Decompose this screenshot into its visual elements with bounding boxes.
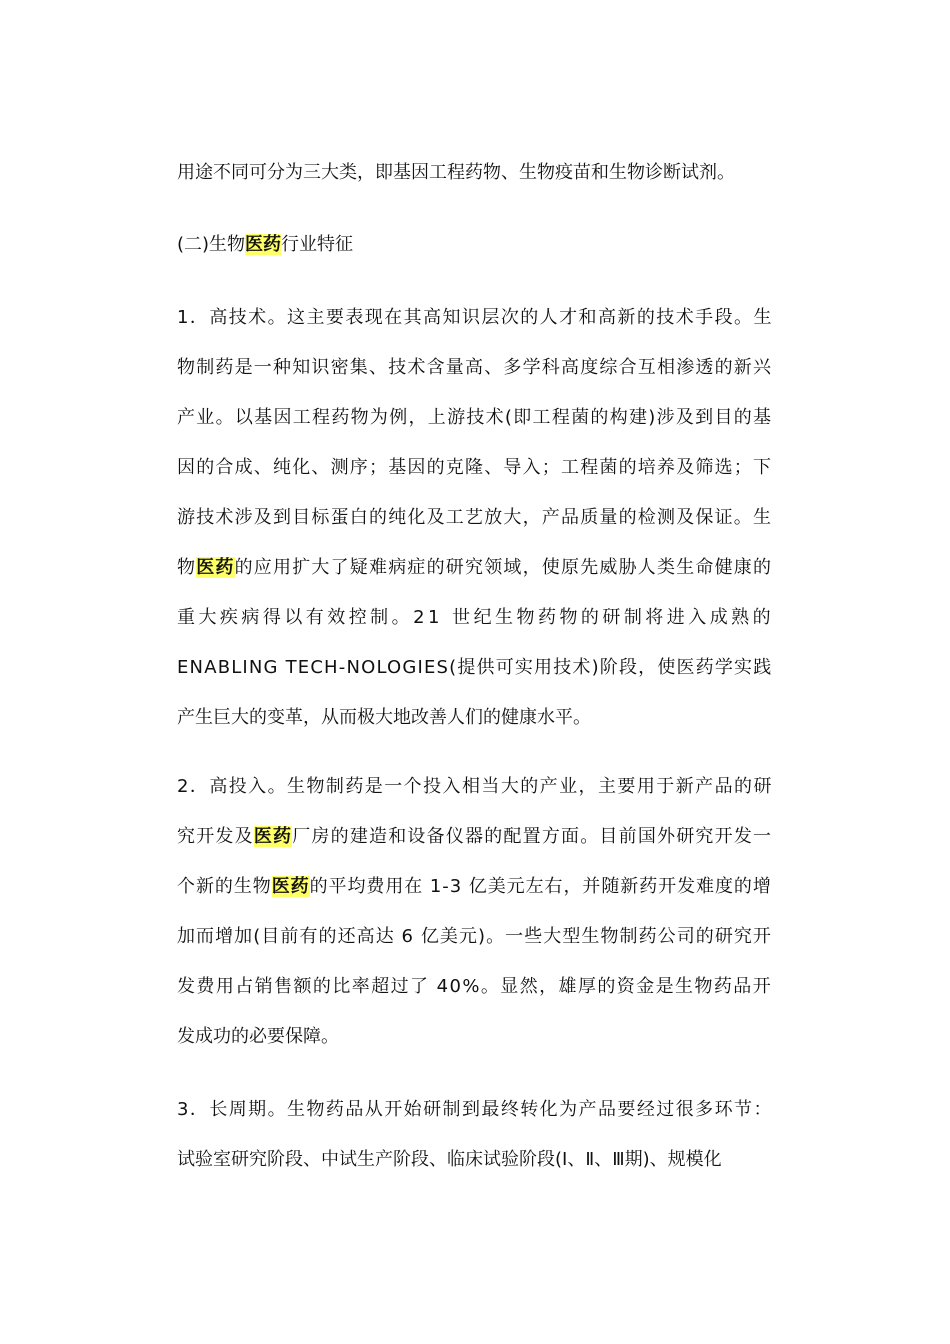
text-run: 行业特征: [281, 234, 354, 255]
text-line: [177, 355, 772, 381]
text-line: [177, 824, 772, 850]
text-line: [177, 555, 772, 581]
text-run: 物制药是一种知识密集、技术含量高、多学科高度综合互相渗透的新兴: [177, 357, 773, 378]
text-run: 发费用占销售额的比率超过了 40%。显然，雄厚的资金是生物药品开: [177, 976, 773, 997]
text-line: [177, 705, 591, 731]
text-line: [177, 774, 773, 800]
text-line: [177, 1097, 773, 1123]
text-line: [177, 1147, 722, 1173]
text-run: 游技术涉及到目标蛋白的纯化及工艺放大，产品质量的检测及保证。生: [177, 507, 773, 528]
text-line: [177, 305, 773, 331]
highlighted-keyword: 医药: [196, 557, 235, 578]
text-line: [177, 160, 735, 186]
text-run: 产业。以基因工程药物为例，上游技术(即工程菌的构建)涉及到目的基: [177, 407, 773, 428]
text-line: [177, 1024, 339, 1050]
text-run: 用途不同可分为三大类，即基因工程药物、生物疫苗和生物诊断试剂。: [177, 162, 735, 183]
text-run: ENABLING TECH-NOLOGIES(提供可实用技术)阶段，使医药学实践: [177, 657, 773, 678]
text-line: [177, 655, 772, 681]
text-line: [177, 232, 353, 258]
text-run: 2．高投入。生物制药是一个投入相当大的产业，主要用于新产品的研: [177, 776, 773, 797]
text-run: 的平均费用在 1-3 亿美元左右，并随新药开发难度的增: [309, 876, 772, 897]
text-run: 产生巨大的变革，从而极大地改善人们的健康水平。: [177, 707, 591, 728]
text-line: [177, 405, 772, 431]
text-run: 3．长周期。生物药品从开始研制到最终转化为产品要经过很多环节：: [177, 1099, 773, 1120]
text-run: 重大疾病得以有效控制。21 世纪生物药物的研制将进入成熟的: [177, 607, 775, 628]
text-line: [177, 455, 772, 481]
text-run: 试验室研究阶段、中试生产阶段、临床试验阶段(Ⅰ、Ⅱ、Ⅲ期)、规模化: [177, 1149, 722, 1170]
text-line: [177, 974, 772, 1000]
text-line: [177, 505, 772, 531]
text-run: 厂房的建造和设备仪器的配置方面。目前国外研究开发一: [292, 826, 773, 847]
text-run: 因的合成、纯化、测序；基因的克隆、导入；工程菌的培养及筛选；下: [177, 457, 773, 478]
highlighted-keyword: 医药: [271, 876, 310, 897]
highlighted-keyword: 医药: [253, 826, 293, 847]
text-run: 个新的生物: [177, 876, 272, 897]
text-line: [177, 605, 774, 631]
highlighted-keyword: 医药: [245, 234, 282, 255]
text-run: 物: [177, 557, 197, 578]
text-run: 究开发及: [177, 826, 254, 847]
text-line: [177, 924, 772, 950]
text-run: 1．高技术。这主要表现在其高知识层次的人才和高新的技术手段。生: [177, 307, 773, 328]
text-run: 发成功的必要保障。: [177, 1026, 339, 1047]
text-run: (二)生物: [177, 234, 246, 255]
text-line: [177, 874, 772, 900]
text-run: 加而增加(目前有的还高达 6 亿美元)。一些大型生物制药公司的研究开: [177, 926, 772, 947]
text-run: 的应用扩大了疑难病症的研究领域，使原先威胁人类生命健康的: [234, 557, 773, 578]
